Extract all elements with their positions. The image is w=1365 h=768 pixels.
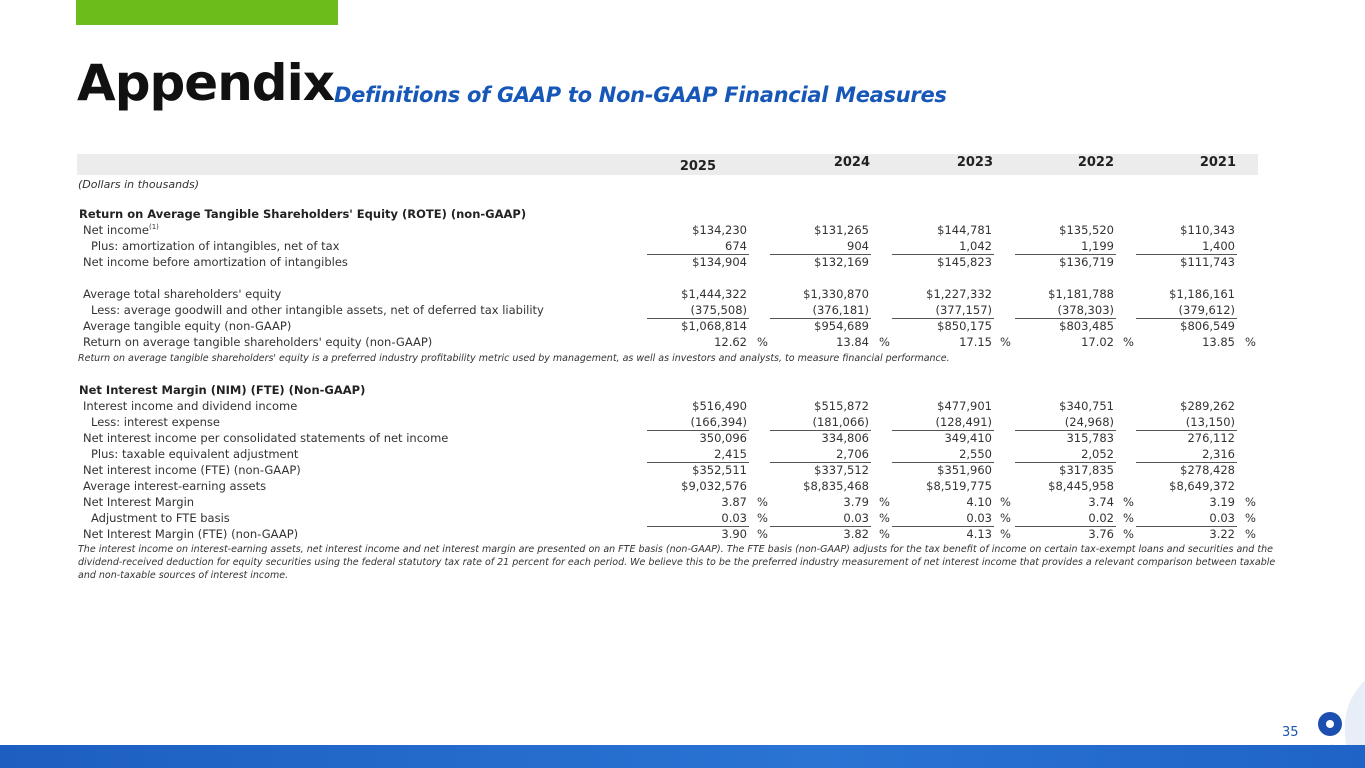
page-number: 35 (1282, 725, 1299, 740)
table-cell: (24,968) (1064, 415, 1114, 429)
table-cell: 12.62 (714, 335, 747, 349)
table-cell: $351,960 (937, 463, 992, 477)
row-label: Plus: taxable equivalent adjustment (91, 447, 299, 461)
percent-sign: % (1123, 495, 1134, 509)
table-cell: 3.87 (721, 495, 747, 509)
row-label: Net Interest Margin (FTE) (non-GAAP) (83, 527, 299, 541)
table-cell: 349,410 (944, 431, 992, 445)
table-cell: $132,169 (814, 255, 869, 269)
table-cell: 17.15 (959, 335, 992, 349)
table-cell: (13,150) (1185, 415, 1235, 429)
table-cell: 2,316 (1202, 447, 1235, 461)
table-cell: $8,649,372 (1169, 479, 1235, 493)
row-label: Return on average tangible shareholders' equity (non-GAAP) (83, 335, 433, 349)
percent-sign: % (1000, 495, 1011, 509)
table-cell: 315,783 (1066, 431, 1114, 445)
table-cell: (379,612) (1178, 303, 1235, 317)
row-label: Net Interest Margin (83, 495, 195, 509)
table-cell: $1,444,322 (681, 287, 747, 301)
table-cell: $145,823 (937, 255, 992, 269)
table-cell: 1,400 (1202, 239, 1235, 253)
year-header-2021: 2021 (1199, 155, 1236, 170)
table-cell: $1,330,870 (803, 287, 869, 301)
row-label: Average total shareholders' equity (83, 287, 282, 301)
percent-sign: % (1000, 527, 1011, 541)
table-cell: 1,199 (1081, 239, 1114, 253)
table-cell: $352,511 (692, 463, 747, 477)
table-cell: $1,068,814 (681, 319, 747, 333)
row-label: Average interest-earning assets (83, 479, 267, 493)
table-cell: 674 (725, 239, 747, 253)
table-cell: 13.84 (836, 335, 869, 349)
row-label: Net interest income per consolidated statements of net income (83, 431, 449, 445)
table-cell: 2,550 (959, 447, 992, 461)
nim-footnote-line: The interest income on interest-earning assets, net interest income and net interest margin are presented on an FTE basis (non-GAAP). The FTE basis (non-GAAP) adjusts for the tax benefit of income on certain tax-exempt loans and securities and the (78, 544, 1273, 555)
table-cell: 0.03 (966, 511, 992, 525)
percent-sign: % (879, 495, 890, 509)
table-cell: 3.79 (843, 495, 869, 509)
percent-sign: % (1000, 511, 1011, 525)
table-cell: 3.19 (1209, 495, 1235, 509)
table-cell: 334,806 (821, 431, 869, 445)
table-cell: $134,904 (692, 255, 747, 269)
table-cell: 904 (847, 239, 869, 253)
row-label: Less: average goodwill and other intangible assets, net of deferred tax liability (91, 303, 544, 317)
table-cell: (378,303) (1057, 303, 1114, 317)
table-cell: 2,415 (714, 447, 747, 461)
table-cell: 3.74 (1088, 495, 1114, 509)
table-cell: 0.03 (721, 511, 747, 525)
percent-sign: % (879, 511, 890, 525)
year-header-2024: 2024 (833, 155, 870, 170)
year-header-2022: 2022 (1077, 155, 1114, 170)
table-cell: 350,096 (699, 431, 747, 445)
table-cell: 3.82 (843, 527, 869, 541)
row-label: Average tangible equity (non-GAAP) (83, 319, 292, 333)
table-cell: $803,485 (1059, 319, 1114, 333)
table-cell: (181,066) (812, 415, 869, 429)
percent-sign: % (1000, 335, 1011, 349)
table-cell: (375,508) (690, 303, 747, 317)
percent-sign: % (757, 527, 768, 541)
nim-footnote-line: dividend-received deduction for equity securities using the federal statutory tax rate of 21 percent for each period. We believe this to be the preferred industry measurement of net interest income that provides a relevant comparison between taxable (78, 557, 1276, 568)
year-header-2023: 2023 (956, 155, 993, 170)
percent-sign: % (879, 335, 890, 349)
row-label: Adjustment to FTE basis (91, 511, 230, 525)
table-cell: (377,157) (935, 303, 992, 317)
rote-section-title: Return on Average Tangible Shareholders' Equity (ROTE) (non-GAAP) (79, 207, 527, 221)
table-cell: $8,835,468 (803, 479, 869, 493)
year-header-2025: 2025 (679, 159, 716, 174)
table-cell: $337,512 (814, 463, 869, 477)
percent-sign: % (1245, 527, 1256, 541)
table-cell: $111,743 (1180, 255, 1235, 269)
table-cell: 0.03 (843, 511, 869, 525)
table-cell: $340,751 (1059, 399, 1114, 413)
table-cell: $131,265 (814, 223, 869, 237)
percent-sign: % (757, 335, 768, 349)
table-cell: $144,781 (937, 223, 992, 237)
table-cell: $8,519,775 (926, 479, 992, 493)
table-cell: 0.03 (1209, 511, 1235, 525)
nim-footnote-line: and non-taxable sources of interest income. (78, 570, 289, 581)
table-cell: $806,549 (1180, 319, 1235, 333)
table-cell: $278,428 (1180, 463, 1235, 477)
row-label: Plus: amortization of intangibles, net of tax (91, 239, 340, 253)
table-cell: $1,186,161 (1169, 287, 1235, 301)
rote-footnote: Return on average tangible shareholders' equity is a preferred industry profitability metric used by management, as well as investors and analysts, to measure financial performance. (78, 353, 950, 364)
table-cell: 4.10 (966, 495, 992, 509)
percent-sign: % (1245, 335, 1256, 349)
row-label: Net income before amortization of intangibles (83, 255, 348, 269)
percent-sign: % (1245, 511, 1256, 525)
table-cell: (166,394) (690, 415, 747, 429)
table-cell: 3.22 (1209, 527, 1235, 541)
table-cell: 1,042 (959, 239, 992, 253)
percent-sign: % (1245, 495, 1256, 509)
table-cell: $110,343 (1180, 223, 1235, 237)
percent-sign: % (1123, 335, 1134, 349)
table-cell: 3.76 (1088, 527, 1114, 541)
percent-sign: % (757, 495, 768, 509)
table-cell: $317,835 (1059, 463, 1114, 477)
table-cell: 2,706 (836, 447, 869, 461)
table-cell: $954,689 (814, 319, 869, 333)
percent-sign: % (1123, 511, 1134, 525)
table-cell: 276,112 (1187, 431, 1235, 445)
row-label: Interest income and dividend income (83, 399, 298, 413)
table-cell: 4.13 (966, 527, 992, 541)
page-title: Appendix (77, 54, 334, 112)
nim-section-title: Net Interest Margin (NIM) (FTE) (Non-GAAP) (79, 383, 366, 397)
footer-bar (0, 745, 1365, 768)
percent-sign: % (879, 527, 890, 541)
table-cell: $850,175 (937, 319, 992, 333)
table-cell: (376,181) (812, 303, 869, 317)
table-cell: 17.02 (1081, 335, 1114, 349)
table-cell: $515,872 (814, 399, 869, 413)
accent-bar (76, 0, 338, 25)
table-cell: 13.85 (1202, 335, 1235, 349)
table-cell: $477,901 (937, 399, 992, 413)
table-cell: $1,227,332 (926, 287, 992, 301)
table-cell: $289,262 (1180, 399, 1235, 413)
table-cell: $516,490 (692, 399, 747, 413)
table-cell: $134,230 (692, 223, 747, 237)
table-cell: 0.02 (1088, 511, 1114, 525)
table-cell: (128,491) (935, 415, 992, 429)
row-label: Net income$^{(1)}$ (83, 223, 159, 237)
table-cell: $1,181,788 (1048, 287, 1114, 301)
table-cell: $9,032,576 (681, 479, 747, 493)
unit-note: (Dollars in thousands) (78, 178, 200, 191)
page-subtitle: Definitions of GAAP to Non-GAAP Financial Measures (334, 83, 947, 107)
table-cell: $8,445,958 (1048, 479, 1114, 493)
percent-sign: % (757, 511, 768, 525)
table-cell: $135,520 (1059, 223, 1114, 237)
percent-sign: % (1123, 527, 1134, 541)
table-cell: 3.90 (721, 527, 747, 541)
table-cell: 2,052 (1081, 447, 1114, 461)
table-cell: $136,719 (1059, 255, 1114, 269)
row-label: Net interest income (FTE) (non-GAAP) (83, 463, 301, 477)
row-label: Less: interest expense (91, 415, 220, 429)
